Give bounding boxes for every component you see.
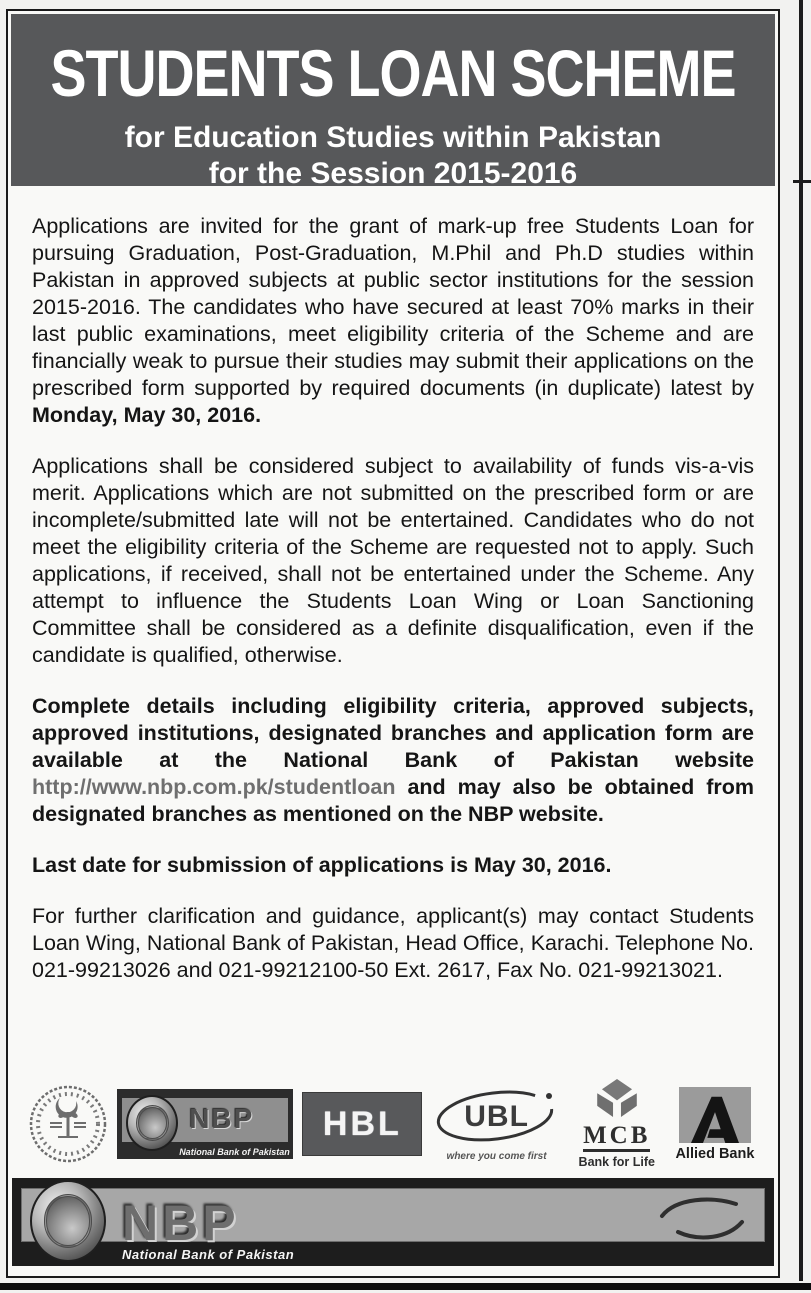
mcb-tagline: Bank for Life	[578, 1155, 655, 1169]
mcb-symbol-icon	[581, 1079, 653, 1117]
nbp-wordmark: NBP	[189, 1103, 255, 1134]
column-rule-tick	[793, 180, 811, 183]
ubl-logo	[432, 1086, 562, 1162]
newspaper-column-rule	[799, 0, 803, 1281]
nbp-coin-icon	[126, 1095, 178, 1151]
ubl-tagline: where you come first	[446, 1151, 547, 1162]
ad-body	[8, 189, 778, 984]
ad-title: STUDENTS LOAN SCHEME	[50, 37, 736, 111]
bank-logos-row	[18, 1078, 768, 1170]
students-loan-advertisement	[6, 9, 780, 1278]
banner-coin-icon	[30, 1180, 106, 1262]
nbp-footer-banner	[12, 1178, 774, 1266]
hbl-wordmark: HBL	[322, 1104, 402, 1143]
bottom-page-rule	[0, 1283, 811, 1290]
paragraph-invitation-text: Applications are invited for the grant of mark-up free Students Loan for pursuing Graduation, Post-Graduation, M.Phil and Ph.D studies within Pakistan in approved subjects at public sector institutions for the session 2015-2016. The candidates who have secured at least 70% marks in their last public examinations, meet eligibility criteria of the Scheme and are financially weak to pursue their studies may submit their applications on the prescribed form supported by required documents (in duplicate) latest by	[32, 214, 754, 400]
banner-caption: National Bank of Pakistan	[122, 1247, 295, 1262]
mcb-wordmark: MCB	[583, 1123, 650, 1152]
hbl-logo	[302, 1092, 422, 1156]
deadline-date-bold: Monday, May 30, 2016.	[32, 403, 262, 427]
banner-nbp-wordmark: NBP	[122, 1195, 240, 1251]
seal-icon	[28, 1084, 108, 1164]
paragraph-last-date: Last date for submission of applications is May 30, 2016.	[32, 853, 612, 877]
allied-bank-logo	[672, 1087, 758, 1162]
nbp-logo	[117, 1089, 293, 1159]
paragraph-details-pre: Complete details including eligibility criteria, approved subjects, approved institutions, designated branches and application form are available at the National Bank of Pakistan website	[32, 694, 754, 772]
ubl-wordmark: UBL	[464, 1100, 529, 1133]
nbp-caption: National Bank of Pakistan	[179, 1147, 290, 1157]
allied-a-box	[679, 1087, 751, 1143]
paragraph-details-post: and may also be obtained from designated branches as mentioned on the NBP website.	[32, 775, 754, 826]
paragraph-contact: For further clarification and guidance, applicant(s) may contact Students Loan Wing, National Bank of Pakistan, Head Office, Karachi. Telephone No. 021-99213026 and 021-99212100-50 Ext. 2617, Fax No. 021-99213021.	[32, 904, 754, 982]
paragraph-conditions: Applications shall be considered subject to availability of funds vis-a-vis merit. Applications which are not submitted on the prescribed form or are incomplete/submitted late will not be entertained. Candidates who do not meet the eligibility criteria of the Scheme are requested not to apply. Such applications, if received, shall not be entertained under the Scheme. Any attempt to influence the Students Loan Wing or Loan Sanctioning Committee shall be considered as a definite disqualification, even if the candidate is qualified, otherwise.	[32, 454, 754, 667]
allied-wordmark: Allied Bank	[675, 1145, 755, 1162]
nbp-website-url: http://www.nbp.com.pk/studentloan	[32, 775, 396, 799]
mcb-logo	[571, 1079, 663, 1169]
ad-subtitle-line1: for Education Studies within Pakistan	[124, 121, 662, 154]
swoosh-icon	[656, 1194, 748, 1242]
ad-masthead	[11, 14, 775, 186]
paragraph-invitation	[32, 213, 754, 429]
nbp-coin-inner	[136, 1105, 169, 1140]
banner-coin-inner	[44, 1194, 93, 1247]
ad-subtitle-line2: for the Session 2015-2016	[208, 157, 578, 186]
allied-a-icon	[689, 1095, 741, 1143]
state-bank-seal-logo	[28, 1084, 108, 1164]
paragraph-details	[32, 693, 754, 828]
